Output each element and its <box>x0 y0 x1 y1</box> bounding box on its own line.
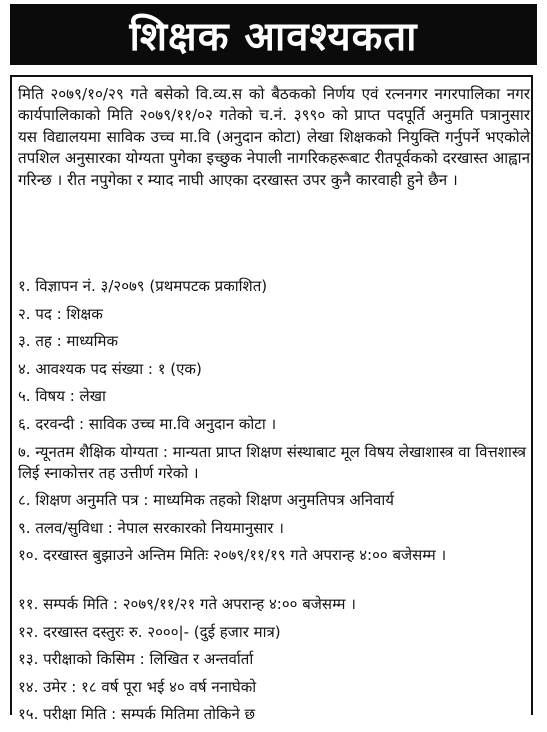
list-item: ७. न्यूनतम शैक्षिक योग्यता : मान्यता प्राप्त शिक्षण संस्थाबाट मूल विषय लेखाशास्त्र वा वित्तशास्त्र लिई स्नाकोत्तर तह उत्तीर्ण गरेको । <box>18 442 526 483</box>
list-item: ५. विषय : लेखा <box>18 387 106 406</box>
list-item: ९. तलव/सुविधा : नेपाल सरकारको नियमानुसार । <box>18 518 284 537</box>
list-item: १३. परीक्षाको किसिम : लिखित र अन्तर्वार्ता <box>18 650 254 669</box>
list-item: ३. तह : माध्यमिक <box>18 332 119 351</box>
list-item: २. पद : शिक्षक <box>18 304 103 323</box>
list-item: ४. आवश्यक पद संख्या : १ (एक) <box>18 359 202 378</box>
list-item: ६. दरवन्दी : साविक उच्च मा.वि अनुदान कोटा । <box>18 414 277 433</box>
list-item: १५. परीक्षा मिति : सम्पर्क मितिमा तोकिने छ <box>18 705 256 724</box>
list-item: १०. दरखास्त बुझाउने अन्तिम मितिः २०७९/११/१९ गते अपरान्ह ४:०० बजेसम्म । <box>18 546 447 565</box>
list-item: १४. उमेर : १८ वर्ष पूरा भई ४० वर्ष ननाघेको <box>18 677 257 696</box>
intro-paragraph: मिति २०७९/१०/२९ गते बसेको वि.व्य.स को बैठकको निर्णय एवं रत्ननगर नगरपालिका नगर कार्यपालिकाको मिति २०७९/११/०२ गतेको च.नं. ३९९० को प्राप्त पदपूर्ति अनुमति पत्रानुसार यस विद्यालयमा साविक उच्च मा.वि (अनुदान कोटा) लेखा शिक्षकको नियुक्ति गर्नुपर्ने भएकोले तपशिल अनुसारका योग्यता पुगेका इच्छुक नेपाली नागरिकहरूबाट रीतपूर्वकको दरखास्त आह्वान गरिन्छ । रीत नपुगेका र म्याद नाघी आएका दरखास्त उपर कुनै कारवाही हुने छैन । <box>18 85 530 189</box>
list-item: १२. दरखास्त दस्तुरः रु. २०००|- (दुई हजार मात्र) <box>18 622 281 641</box>
details-list <box>18 276 532 732</box>
list-item: ११. सम्पर्क मिति : २०७९/११/२१ गते अपरान्ह ४:०० बजेसम्म । <box>18 594 356 613</box>
list-item: ८. शिक्षण अनुमति पत्र : माध्यमिक तहको शिक्षण अनुमतिपत्र अनिवार्य <box>18 491 394 510</box>
list-item: १. विज्ञापन नं. ३/२०७९ (प्रथमपटक प्रकाशित) <box>18 277 268 295</box>
notice-title: शिक्षक आवश्यकता <box>10 4 537 65</box>
